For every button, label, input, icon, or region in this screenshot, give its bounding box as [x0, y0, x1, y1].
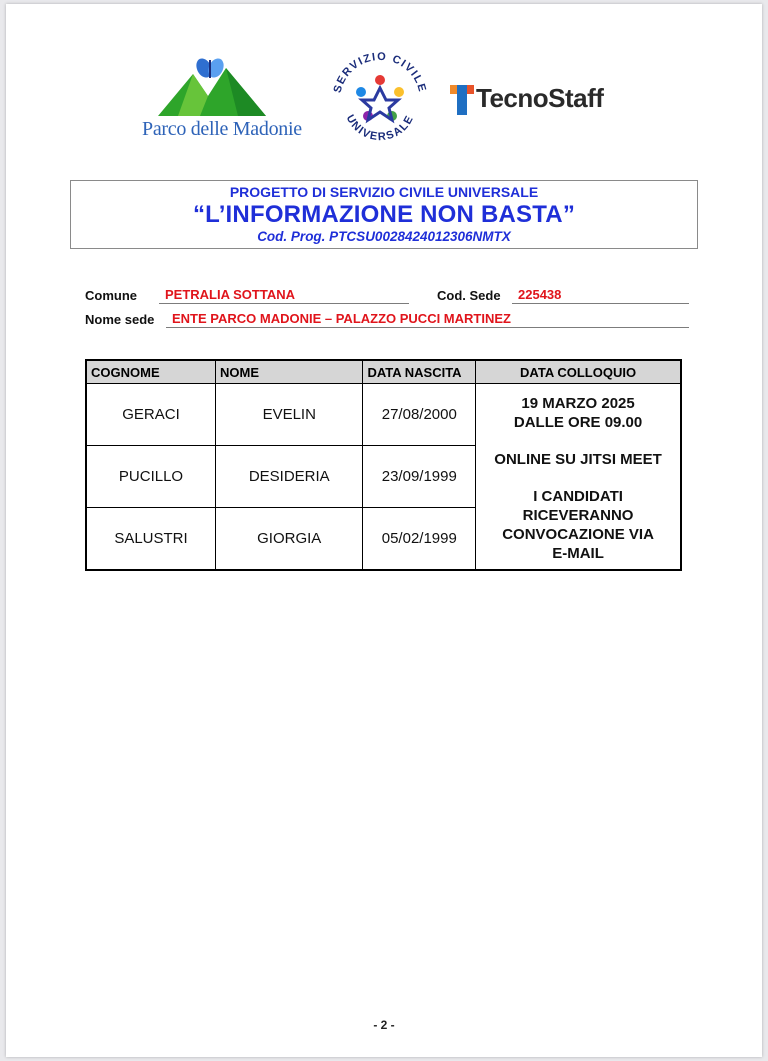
colloquio-note-1: I CANDIDATI: [533, 488, 623, 505]
cell-nome: EVELIN: [216, 384, 363, 446]
cell-data-nascita: 23/09/1999: [363, 446, 476, 508]
t-logo-mark-icon: [450, 83, 476, 117]
document-page: [6, 4, 762, 1057]
cell-cognome: GERACI: [86, 384, 216, 446]
tecnostaff-logo: [450, 82, 630, 118]
cod-sede-label: Cod. Sede: [437, 288, 501, 303]
parco-logo-text: Parco delle Madonie: [142, 118, 302, 140]
svg-text:UNIVERSALE: [344, 113, 417, 143]
cell-data-nascita: 27/08/2000: [363, 384, 476, 446]
colloquio-mode: ONLINE SU JITSI MEET: [494, 451, 662, 468]
header-nome: NOME: [216, 360, 363, 384]
scu-arc-bottom: UNIVERSALE: [343, 112, 417, 144]
colloquio-note-2: RICEVERANNO: [522, 507, 634, 524]
project-title: “L’INFORMAZIONE NON BASTA”: [192, 201, 576, 228]
cell-data-nascita: 05/02/1999: [363, 508, 476, 571]
project-code: Cod. Prog. PTCSU0028424012306NMTX: [257, 229, 511, 244]
project-type: PROGETTO DI SERVIZIO CIVILE UNIVERSALE: [229, 184, 539, 200]
colloquio-note-3: CONVOCAZIONE VIA: [502, 526, 654, 543]
table-row: [86, 384, 681, 446]
cell-cognome: PUCILLO: [86, 446, 216, 508]
header-data-nascita: DATA NASCITA: [363, 360, 476, 384]
page-number: - 2 -: [373, 1018, 395, 1032]
scu-arc-top: SERVIZIO CIVILE: [331, 50, 429, 95]
tecnostaff-logo-text: TecnoStaff: [476, 83, 604, 113]
header-cognome: COGNOME: [86, 360, 216, 384]
parco-madonie-logo: [138, 56, 302, 146]
servizio-civile-logo: [326, 46, 434, 154]
comune-value: PETRALIA SOTTANA: [159, 286, 409, 304]
header-data-colloquio: DATA COLLOQUIO: [476, 360, 681, 384]
table-header-row: [86, 360, 681, 384]
project-title-box: [70, 180, 698, 249]
colloquio-note-4: E-MAIL: [552, 545, 604, 562]
comune-label: Comune: [85, 288, 137, 303]
cell-data-colloquio: [476, 384, 681, 571]
cell-cognome: SALUSTRI: [86, 508, 216, 571]
candidates-table: [85, 359, 682, 571]
cell-nome: DESIDERIA: [216, 446, 363, 508]
nome-sede-value: ENTE PARCO MADONIE – PALAZZO PUCCI MARTINEZ: [166, 310, 689, 328]
butterfly-mountain-icon: [138, 56, 288, 118]
cod-sede-value: 225438: [512, 286, 689, 304]
nome-sede-label: Nome sede: [85, 312, 155, 327]
colloquio-time: DALLE ORE 09.00: [513, 414, 643, 431]
colloquio-date: 19 MARZO 2025: [521, 395, 635, 412]
cell-nome: GIORGIA: [216, 508, 363, 571]
star-people-icon: [326, 46, 434, 154]
